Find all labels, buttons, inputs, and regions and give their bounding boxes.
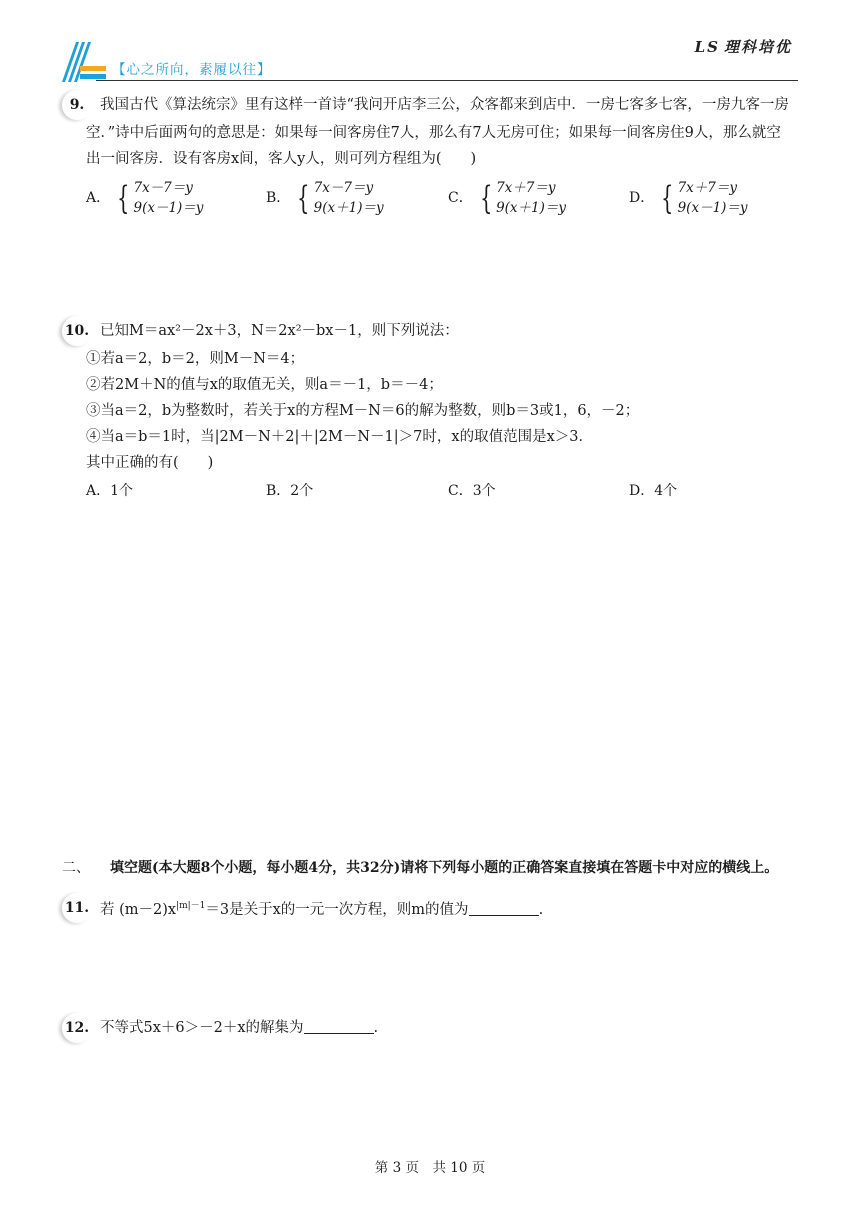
option-b[interactable]: B．2个	[266, 483, 314, 499]
question-11	[62, 893, 842, 923]
brace-icon: {	[661, 179, 674, 217]
option-b[interactable]	[266, 178, 384, 218]
answer-options	[86, 178, 842, 218]
exponent: |m|－1	[176, 901, 206, 912]
question-stem: 已知M＝ax²－2x＋3，N＝2x²－bx－1，则下列说法：	[100, 323, 459, 339]
question-prompt: 其中正确的有( )	[86, 455, 214, 471]
brand-logo	[695, 36, 792, 57]
logo-stripes-icon	[58, 38, 112, 82]
equation: 7x＋7＝y	[677, 180, 738, 196]
option-d[interactable]	[629, 178, 748, 218]
equation-system	[678, 178, 748, 218]
statement-item: ②若2M＋N的值与x的取值无关，则a＝－1，b＝－4；	[86, 377, 443, 393]
question-text-line: 出一间客房．设有客房x间，客人y人，则可列方程组为( )	[86, 151, 477, 167]
option-letter: C．	[448, 190, 473, 206]
equation-system	[314, 178, 384, 218]
equation: 9(x＋1)＝y	[496, 200, 567, 216]
option-c[interactable]	[448, 178, 566, 218]
page-header	[0, 0, 860, 90]
option-c[interactable]: C．3个	[448, 483, 496, 499]
question-text	[100, 902, 543, 918]
question-number: 12.	[62, 1013, 92, 1043]
equation: 9(x＋1)＝y	[313, 200, 384, 216]
punctuation: .	[373, 1020, 379, 1036]
section-text: 填空题(本大题8个小题，每小题4分，共32分)请将下列每小题的正确答案直接填在答题卡中对应的横线上。	[110, 860, 779, 876]
header-motto: 【心之所向，素履以往】	[112, 62, 272, 78]
page-footer: 第 3 页 共 10 页	[374, 1160, 486, 1176]
statement-item: ④当a＝b＝1时，当|2M－N＋2|＋|2M－N－1|＞7时，x的取值范围是x＞3．	[86, 429, 593, 445]
header-divider	[96, 80, 798, 81]
statement-item: ①若a＝2，b＝2，则M－N＝4；	[86, 351, 305, 367]
question-number: 10.	[62, 316, 92, 346]
brace-icon: {	[479, 179, 493, 217]
question-number: 11.	[62, 893, 92, 923]
option-d[interactable]: D．4个	[629, 483, 678, 499]
equation: 7x－7＝y	[313, 180, 374, 196]
question-12	[62, 1013, 842, 1043]
brace-icon: {	[297, 179, 310, 217]
section-number: 二、	[62, 860, 90, 876]
answer-blank[interactable]	[469, 899, 539, 916]
equation-system	[133, 178, 203, 218]
brand-name: 理科培优	[723, 38, 792, 56]
equation: 9(x－1)＝y	[677, 200, 748, 216]
answer-options	[86, 478, 842, 506]
equation: 7x＋7＝y	[496, 180, 556, 196]
option-letter: A．	[86, 190, 111, 206]
question-text-line: 空．”诗中后面两句的意思是：如果每一间客房住7人，那么有7人无房可住；如果每一间客房住9人，那么就空	[86, 125, 781, 141]
equation: 9(x－1)＝y	[133, 200, 204, 216]
option-letter: D．	[629, 190, 655, 206]
option-letter: B．	[266, 190, 291, 206]
question-9	[62, 90, 842, 218]
punctuation: .	[538, 901, 544, 918]
brace-icon: {	[117, 179, 130, 217]
expression: 不等式5x＋6＞－2＋x的解集为	[100, 1020, 304, 1036]
question-10	[62, 316, 842, 506]
question-text-line: 我国古代《算法统宗》里有这样一首诗“我问开店李三公，众客都来到店中．一房七客多七客，一房九客一房	[100, 97, 789, 113]
expression-suffix: ＝3是关于x的一元一次方程，则m的值为	[205, 901, 469, 918]
option-a[interactable]: A．1个	[86, 483, 134, 499]
equation-system	[496, 178, 566, 218]
answer-blank[interactable]	[304, 1017, 374, 1034]
section-heading	[62, 857, 778, 877]
question-number: 9.	[62, 90, 92, 120]
expression-prefix: 若 (m－2)x	[100, 901, 177, 918]
statement-item: ③当a＝2，b为整数时，若关于x的方程M－N＝6的解为整数，则b＝3或1，6，－2；	[86, 403, 640, 419]
question-text	[100, 1020, 378, 1036]
option-a[interactable]	[86, 178, 203, 218]
equation: 7x－7＝y	[133, 180, 193, 196]
brand-mark-icon: LS	[694, 38, 720, 56]
